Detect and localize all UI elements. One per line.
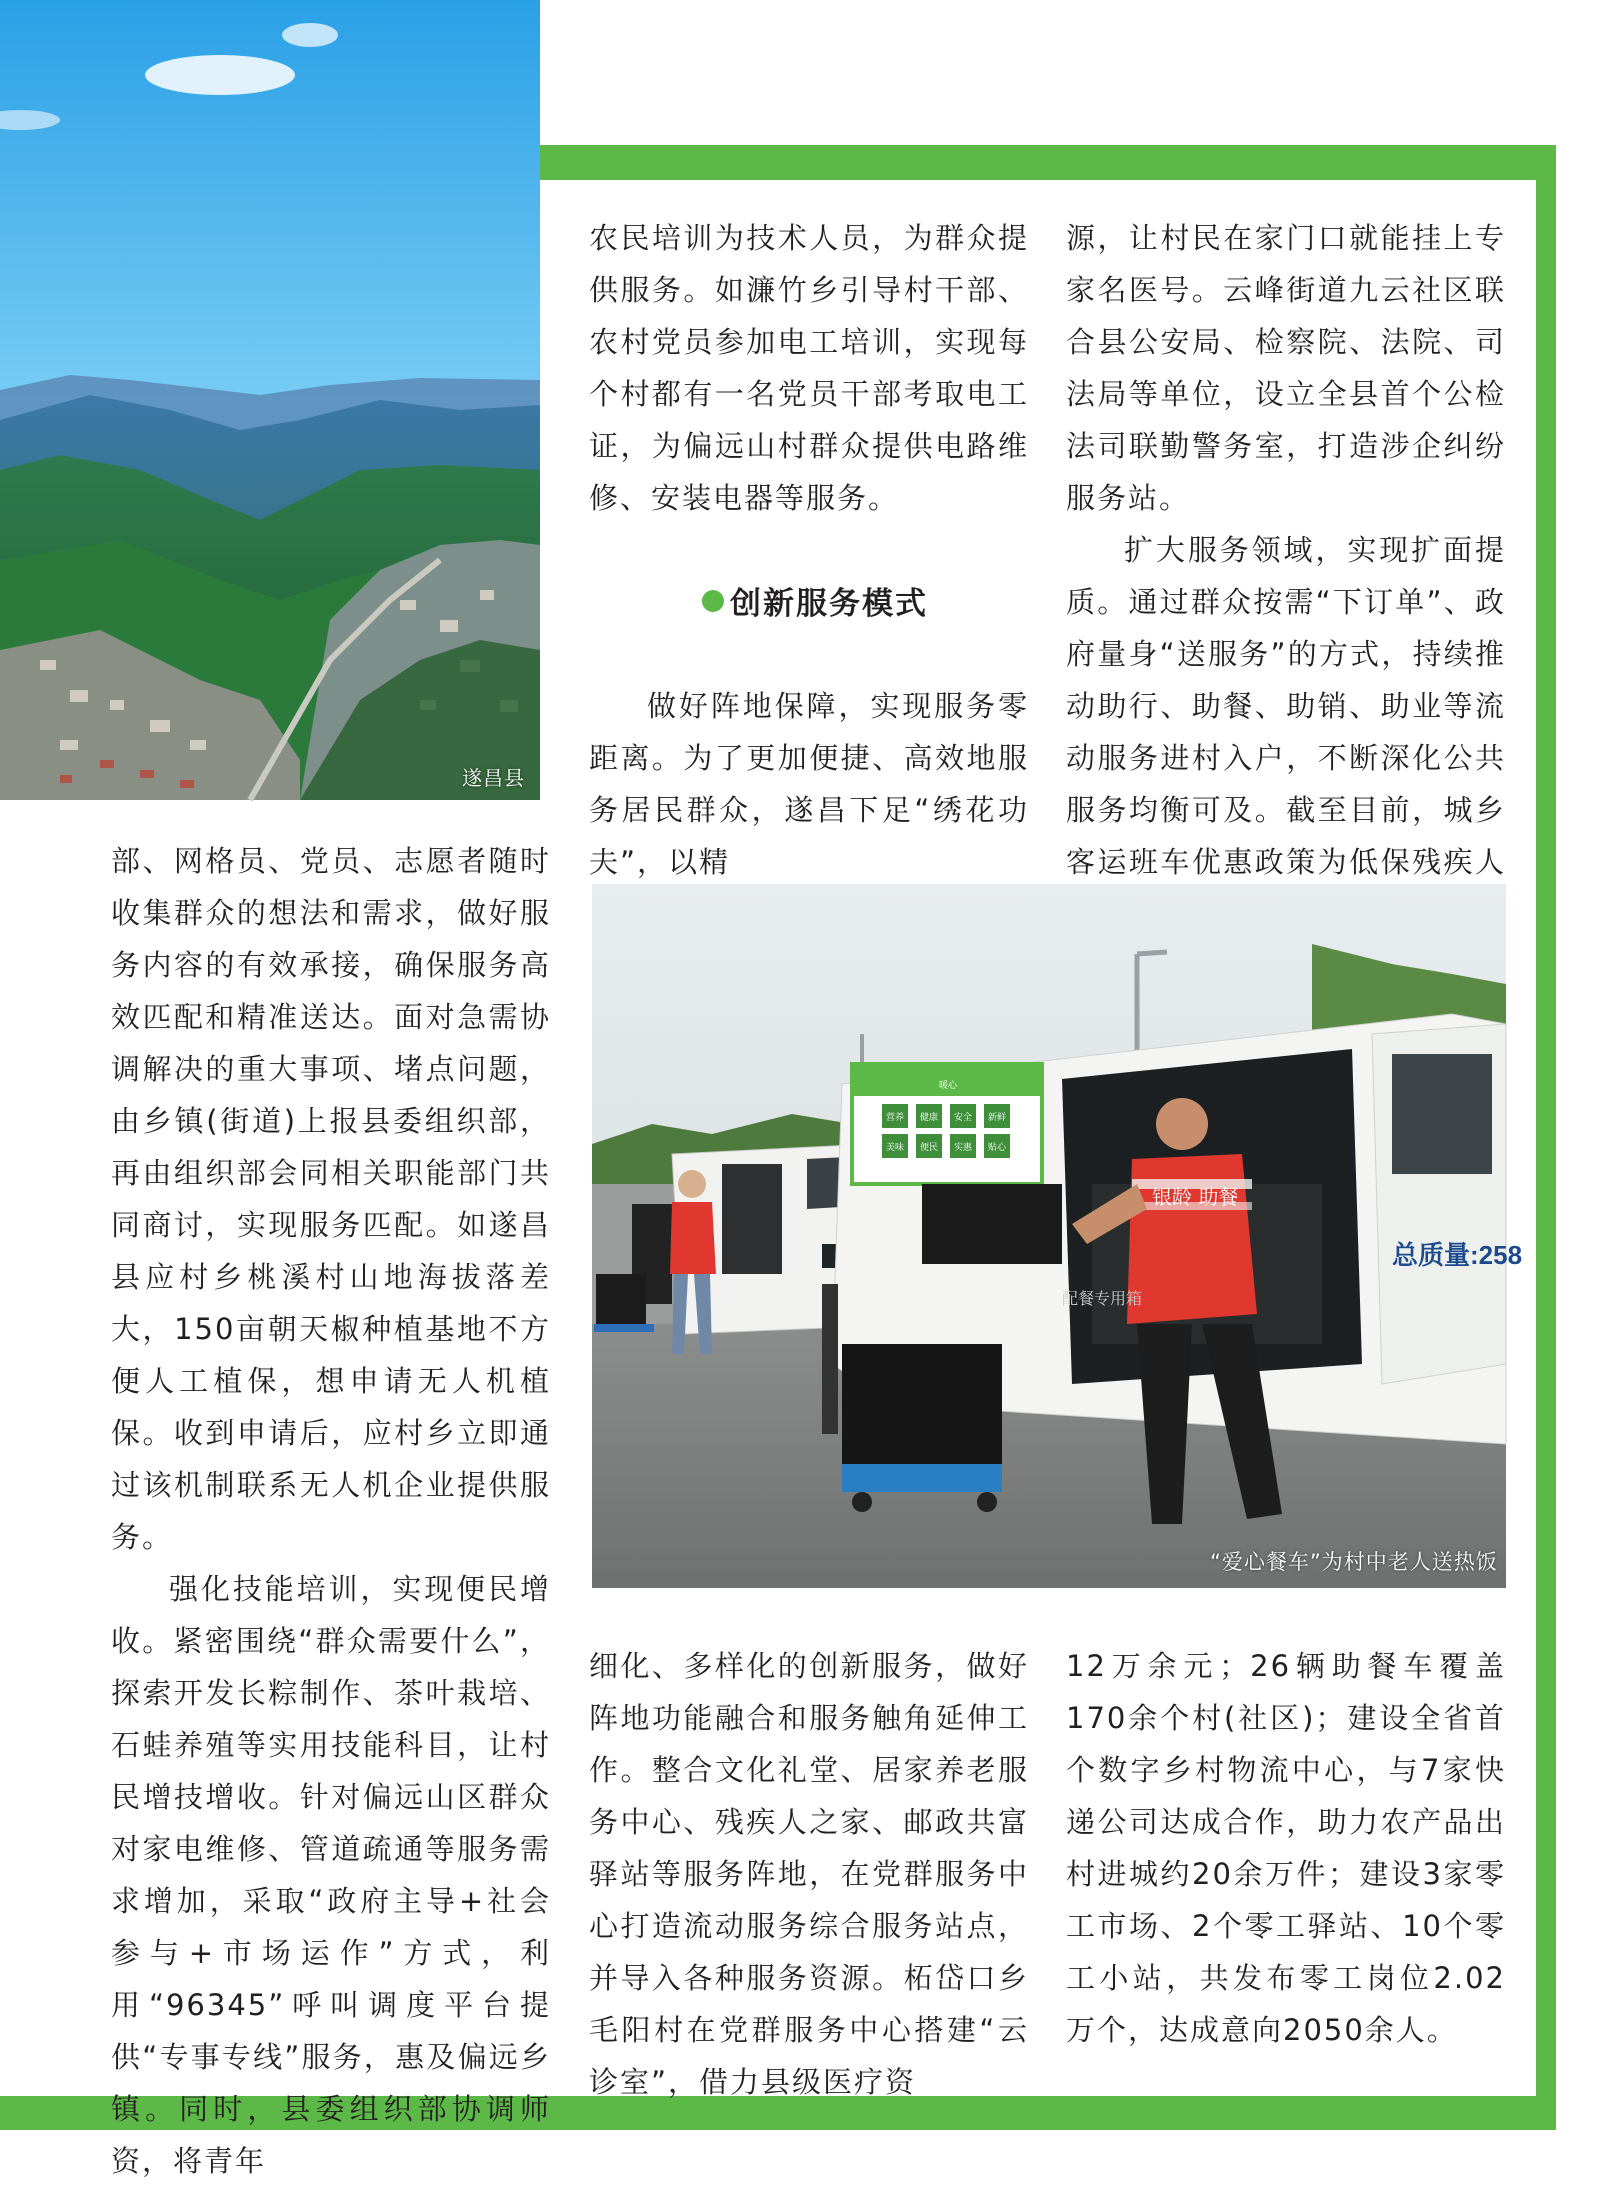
left-column [111,835,551,2187]
paragraph: 12万余元；26辆助餐车覆盖170余个村(社区)；建设全省首个数字乡村物流中心，与7家快递公司达成合作，助力农产品出村进城约20余万件；建设3家零工市场、2个零工驿站、10个零工小站，共发布零工岗位2.02万个，达成意向2050余人。 [1066,1649,1506,2047]
van-side-text: 总质量:258 [1392,1240,1523,1270]
box-text: 配餐专用箱 [1062,1289,1143,1308]
green-frame-right [1536,145,1556,2130]
cloud [145,55,295,95]
van-illustration [592,884,1523,1588]
paragraph: 细化、多样化的创新服务，做好阵地功能融合和服务触角延伸工作。整合文化礼堂、居家养老服务中心、残疾人之家、邮政共富驿站等服务阵地，在党群服务中心打造流动服务综合服务站点，并导入各种服务资源。柘岱口乡毛阳村在党群服务中心搭建“云诊室”，借力县级医疗资 [589,1649,1029,2099]
middle-column-bottom [589,1640,1029,2108]
middle-column-after-heading [589,680,1029,888]
van-photo [592,884,1523,1588]
green-bullet-icon [702,590,724,612]
van-panel-label: 安全 [953,1113,973,1123]
van-panel-label: 便民 [919,1143,939,1153]
vest-text: 银龄 助餐 [1152,1185,1239,1209]
van-panel-label: 实惠 [953,1143,973,1153]
paragraph: 做好阵地保障，实现服务零距离。为了更加便捷、高效地服务居民群众，遂昌下足“绣花功夫”，以精 [589,689,1029,879]
right-column-bottom [1066,1640,1506,2056]
paragraph: 扩大服务领域，实现扩面提质。通过群众按需“下订单”、政府量身“送服务”的方式，持续推动助行、助餐、助销、助业等流动服务进村入户，不断深化公共服务均衡可及。截至目前，城乡客运班车优惠政策为低保残疾人 [1066,533,1506,879]
van-panel-label: 暖心 [938,1081,958,1091]
middle-column-top [589,212,1029,524]
section-heading [702,578,928,623]
van-panel-label: 新鲜 [987,1113,1007,1123]
van-caption: “爱心餐车”为村中老人送热饭 [1210,1550,1498,1574]
paragraph: 源，让村民在家门口就能挂上专家名医号。云峰街道九云社区联合县公安局、检察院、法院、司法局等单位，设立全县首个公检法司联勤警务室，打造涉企纠纷服务站。 [1066,221,1506,515]
van-panel-label: 健康 [919,1113,939,1123]
landscape-illustration [0,0,540,800]
van-panel-label: 营养 [885,1113,905,1123]
landscape-photo [0,0,540,800]
van-panel-label: 美味 [885,1143,905,1153]
right-column-top [1066,212,1506,940]
paragraph: 部、网格员、党员、志愿者随时收集群众的想法和需求，做好服务内容的有效承接，确保服务高效匹配和精准送达。面对急需协调解决的重大事项、堵点问题，由乡镇(街道)上报县委组织部，再由组织部会同相关职能部门共同商讨，实现服务匹配。如遂昌县应村乡桃溪村山地海拔落差大，150亩朝天椒种植基地不方便人工植保，想申请无人机植保。收到申请后，应村乡立即通过该机制联系无人机企业提供服务。 [111,844,551,1554]
section-heading-text: 创新服务模式 [730,586,928,622]
paragraph: 农民培训为技术人员，为群众提供服务。如濂竹乡引导村干部、农村党员参加电工培训，实现每个村都有一名党员干部考取电工证，为偏远山村群众提供电路维修、安装电器等服务。 [589,221,1029,515]
cloud [282,23,338,47]
van-panel-label: 贴心 [987,1143,1007,1153]
paragraph: 强化技能培训，实现便民增收。紧密围绕“群众需要什么”，探索开发长粽制作、茶叶栽培、石蛙养殖等实用技能科目，让村民增技增收。针对偏远山区群众对家电维修、管道疏通等服务需求增加，采取“政府主导+社会参与+市场运作”方式，利用“96345”呼叫调度平台提供“专事专线”服务，惠及偏远乡镇。同时，县委组织部协调师资，将青年 [111,1572,551,2178]
landscape-caption: 遂昌县 [462,766,525,790]
